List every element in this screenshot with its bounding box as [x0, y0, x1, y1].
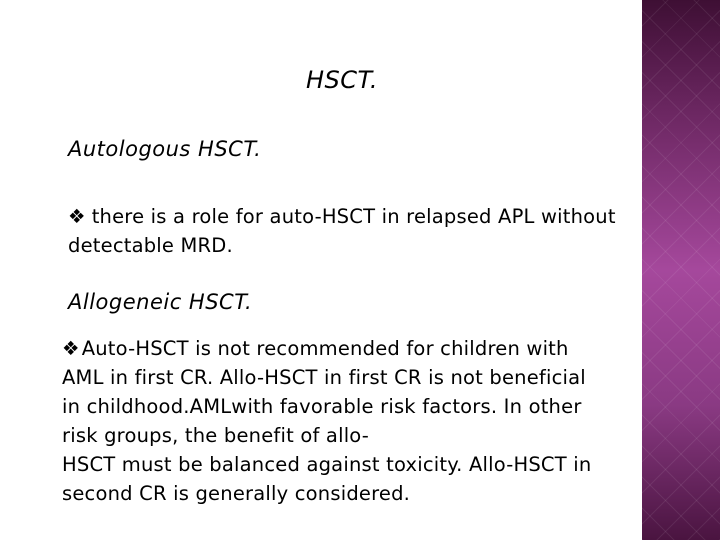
autologous-text: [68, 202, 616, 260]
allogeneic-line-3: in childhood.AMLwith favorable risk factors. In other: [62, 395, 582, 418]
allogeneic-line-5: HSCT must be balanced against toxicity. Allo-HSCT in: [62, 453, 592, 476]
decorative-side-panel: [642, 0, 720, 540]
allogeneic-line-4: risk groups, the benefit of allo-: [62, 424, 370, 447]
autologous-line-1: ❖ there is a role for auto-HSCT in relapsed APL without: [68, 202, 616, 231]
diamond-bullet-icon: ❖: [62, 337, 80, 360]
allogeneic-line-6: second CR is generally considered.: [62, 482, 411, 505]
allogeneic-heading: Allogeneic HSCT.: [68, 290, 253, 314]
allogeneic-line-2: AML in first CR. Allo-HSCT in first CR is not beneficial: [62, 366, 586, 389]
autologous-heading: Autologous HSCT.: [68, 137, 262, 161]
slide-title: HSCT.: [306, 66, 378, 94]
autologous-line-2: detectable MRD.: [68, 234, 233, 257]
allogeneic-line-1: ❖ Auto-HSCT is not recommended for children with: [62, 334, 591, 363]
diamond-bullet-icon: ❖: [68, 205, 86, 228]
allogeneic-text: [62, 334, 591, 508]
